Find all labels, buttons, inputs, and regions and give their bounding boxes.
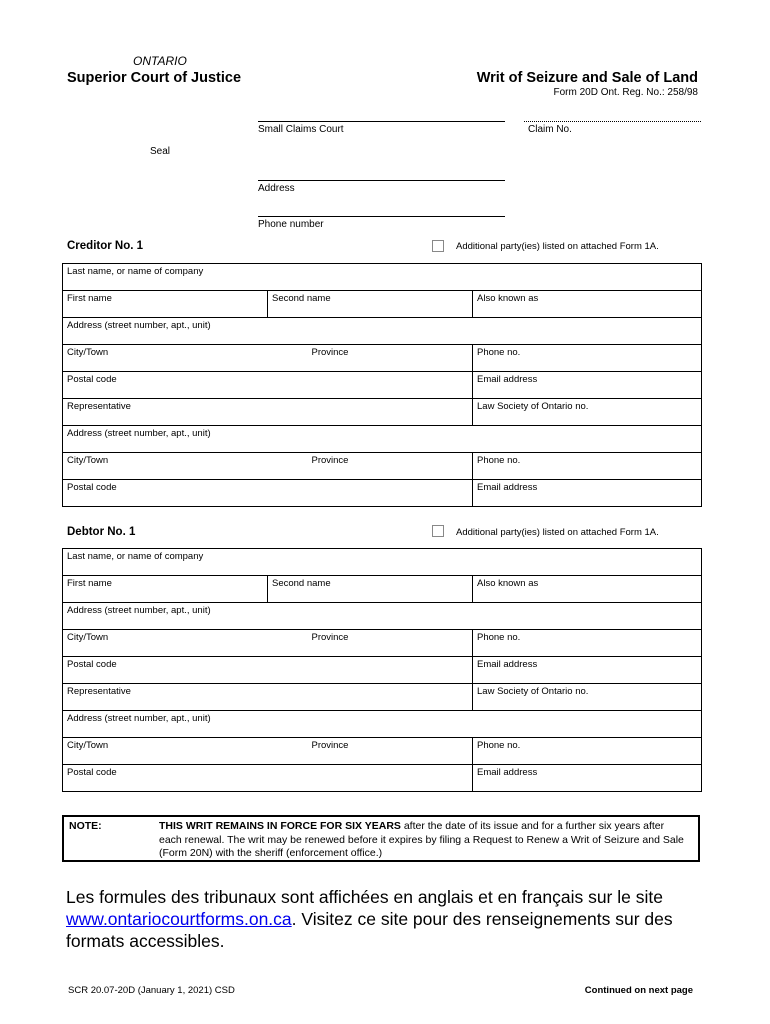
form-title: Writ of Seizure and Sale of Land [476, 70, 698, 86]
field-label: Address (street number, apt., unit) [67, 605, 211, 616]
court-title: Superior Court of Justice [67, 70, 242, 86]
field-label: Postal code [67, 374, 117, 385]
field-label: Also known as [477, 293, 539, 304]
debtor-rep-postal-field[interactable] [63, 765, 473, 792]
claim-no-field[interactable] [524, 121, 701, 135]
creditor-city-field[interactable] [63, 345, 268, 372]
field-label: First name [67, 293, 112, 304]
province-label: ONTARIO [133, 54, 187, 68]
debtor-city-field[interactable] [63, 630, 268, 657]
field-label: Second name [272, 578, 331, 589]
creditor-address-field[interactable] [63, 318, 702, 345]
creditor-aka-field[interactable] [473, 291, 702, 318]
debtor-province-field[interactable] [268, 630, 473, 657]
field-label: Postal code [67, 767, 117, 778]
french-notice [66, 886, 706, 952]
field-label: Address (street number, apt., unit) [67, 428, 211, 439]
french-line1: Les formules des tribunaux sont affichées en anglais et en français sur le site [66, 887, 663, 907]
field-label: Email address [477, 482, 538, 493]
debtor-law-society-field[interactable] [473, 684, 702, 711]
small-claims-court-field[interactable] [258, 121, 505, 135]
field-label: Province [311, 740, 349, 751]
field-label: City/Town [67, 632, 109, 643]
field-label: Postal code [67, 482, 117, 493]
debtor-heading: Debtor No. 1 [67, 526, 136, 538]
creditor-email-field[interactable] [473, 372, 702, 399]
creditor-postal-field[interactable] [63, 372, 473, 399]
debtor-rep-province-field[interactable] [268, 738, 473, 765]
creditor-rep-address-field[interactable] [63, 426, 702, 453]
creditor-last-name-field[interactable] [63, 264, 702, 291]
field-label: Also known as [477, 578, 539, 589]
creditor-second-name-field[interactable] [268, 291, 473, 318]
field-label: Second name [272, 293, 331, 304]
debtor-rep-city-field[interactable] [63, 738, 268, 765]
seal-label: Seal [150, 146, 171, 157]
creditor-additional-checkbox[interactable] [432, 240, 444, 252]
creditor-rep-province-field[interactable] [268, 453, 473, 480]
note-bold-text: THIS WRIT REMAINS IN FORCE FOR SIX YEARS [159, 820, 401, 832]
debtor-additional-checkbox[interactable] [432, 525, 444, 537]
debtor-last-name-field[interactable] [63, 549, 702, 576]
field-label: Province [311, 455, 349, 466]
field-label: Address (street number, apt., unit) [67, 713, 211, 724]
debtor-rep-address-field[interactable] [63, 711, 702, 738]
creditor-representative-field[interactable] [63, 399, 473, 426]
debtor-representative-field[interactable] [63, 684, 473, 711]
note-body-text: after the date of its issue and for a further six years after each renewal. The writ may be renewed before it expires by filing a Request to Renew a Writ of Seizure and Sale (Form 20N) with the sheriff (enforcement office.) [159, 820, 684, 859]
field-label: Law Society of Ontario no. [477, 686, 589, 697]
note-text [159, 820, 688, 861]
creditor-rep-city-field[interactable] [63, 453, 268, 480]
debtor-second-name-field[interactable] [268, 576, 473, 603]
creditor-province-field[interactable] [268, 345, 473, 372]
creditor-phone-field[interactable] [473, 345, 702, 372]
debtor-aka-field[interactable] [473, 576, 702, 603]
field-label: First name [67, 578, 112, 589]
field-label: Law Society of Ontario no. [477, 401, 589, 412]
creditor-rep-postal-field[interactable] [63, 480, 473, 507]
field-label: Phone no. [477, 632, 521, 643]
debtor-rep-phone-field[interactable] [473, 738, 702, 765]
form-code: SCR 20.07-20D (January 1, 2021) CSD [68, 985, 235, 996]
note-label: NOTE: [69, 820, 102, 832]
field-label: City/Town [67, 347, 109, 358]
court-address-label: Address [258, 183, 295, 194]
debtor-rep-email-field[interactable] [473, 765, 702, 792]
field-label: Last name, or name of company [67, 551, 204, 562]
field-label: Representative [67, 401, 131, 412]
field-label: Phone no. [477, 455, 521, 466]
creditor-first-name-field[interactable] [63, 291, 268, 318]
court-phone-field[interactable] [258, 216, 505, 230]
field-label: City/Town [67, 740, 109, 751]
creditor-additional-label: Additional party(ies) listed on attached Form 1A. [456, 241, 659, 252]
field-label: Email address [477, 767, 538, 778]
field-label: Phone no. [477, 740, 521, 751]
debtor-first-name-field[interactable] [63, 576, 268, 603]
note-box [62, 815, 700, 862]
field-label: Address (street number, apt., unit) [67, 320, 211, 331]
creditor-heading: Creditor No. 1 [67, 240, 144, 252]
small-claims-court-label: Small Claims Court [258, 124, 344, 135]
field-label: Email address [477, 374, 538, 385]
field-label: Email address [477, 659, 538, 670]
creditor-table [62, 263, 702, 507]
creditor-rep-email-field[interactable] [473, 480, 702, 507]
field-label: Phone no. [477, 347, 521, 358]
form-number: Form 20D Ont. Reg. No.: 258/98 [553, 87, 698, 98]
debtor-additional-label: Additional party(ies) listed on attached Form 1A. [456, 527, 659, 538]
field-label: Last name, or name of company [67, 266, 204, 277]
french-line2: . Visitez ce site pour des renseignements sur des formats accessibles. [66, 909, 673, 951]
continued-label: Continued on next page [584, 985, 693, 996]
court-phone-label: Phone number [258, 219, 324, 230]
field-label: Postal code [67, 659, 117, 670]
field-label: City/Town [67, 455, 109, 466]
field-label: Representative [67, 686, 131, 697]
court-address-field[interactable] [258, 180, 505, 194]
court-forms-link[interactable]: www.ontariocourtforms.on.ca [66, 909, 292, 929]
creditor-rep-phone-field[interactable] [473, 453, 702, 480]
creditor-law-society-field[interactable] [473, 399, 702, 426]
debtor-email-field[interactable] [473, 657, 702, 684]
field-label: Province [311, 347, 349, 358]
debtor-table [62, 548, 702, 792]
debtor-address-field[interactable] [63, 603, 702, 630]
field-label: Province [311, 632, 349, 643]
debtor-phone-field[interactable] [473, 630, 702, 657]
debtor-postal-field[interactable] [63, 657, 473, 684]
claim-no-label: Claim No. [528, 124, 572, 135]
